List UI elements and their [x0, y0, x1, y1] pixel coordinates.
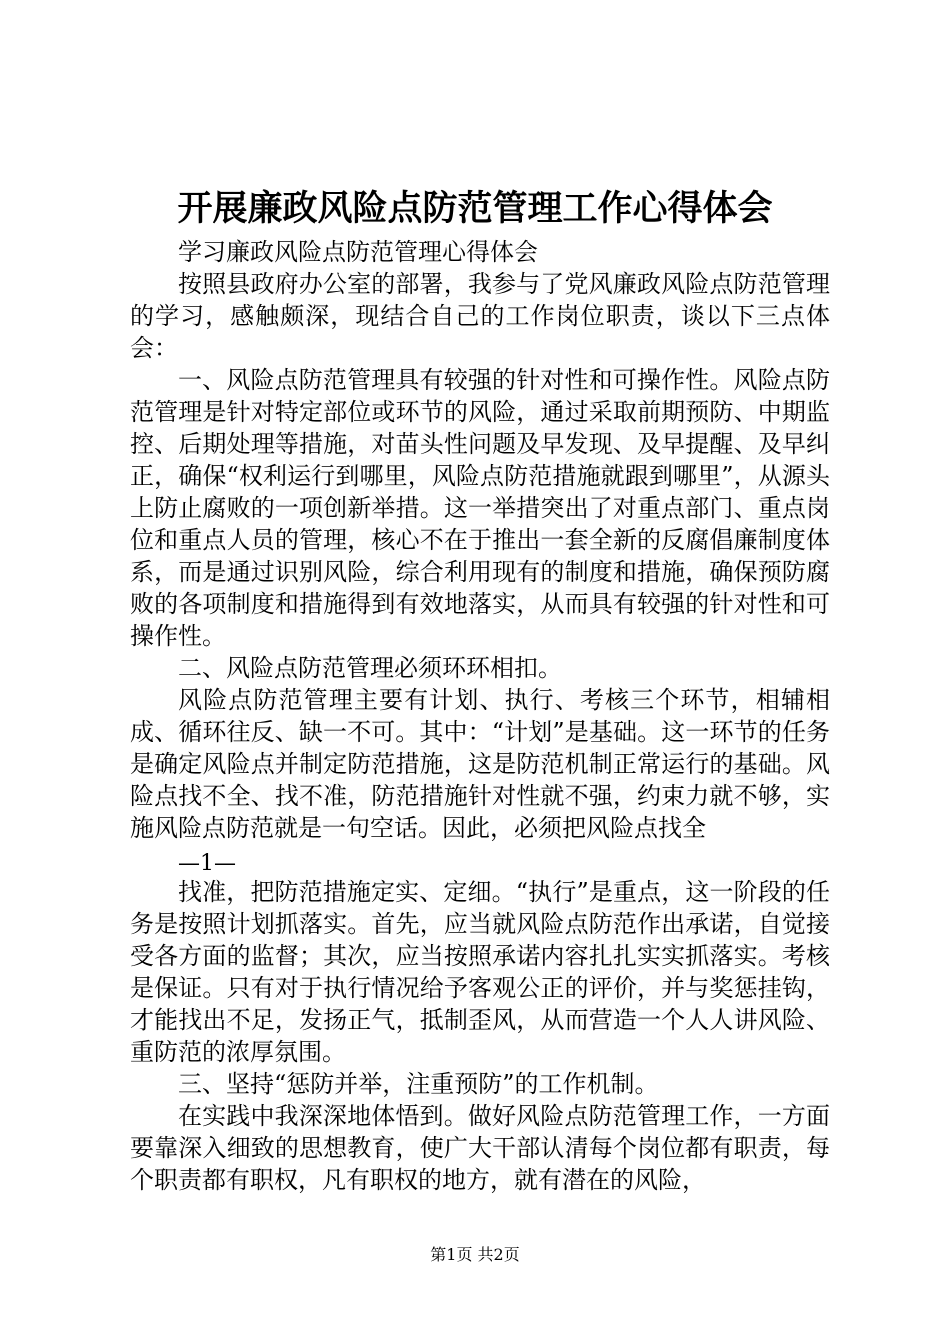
- paragraph-point-two-heading: 二、风险点防范管理必须环环相扣。: [178, 654, 562, 682]
- page-marker: —1—: [178, 851, 236, 876]
- page-footer: 第1页 共2页: [430, 1245, 520, 1264]
- paragraph-subtitle: 学习廉政风险点防范管理心得体会: [178, 238, 538, 266]
- document-body-part2: [130, 876, 830, 1196]
- paragraph-point-three-body: 在实践中我深深地体悟到。做好风险点防范管理工作，一方面要靠深入细致的思想教育，使广大干部认清每个岗位都有职责，每个职责都有职权，凡有职权的地方，就有潜在的风险，: [130, 1102, 830, 1194]
- document-title: 开展廉政风险点防范管理工作心得体会: [177, 188, 773, 229]
- paragraph-intro: 按照县政府办公室的部署，我参与了党风廉政风险点防范管理的学习，感触颇深，现结合自己的工作岗位职责，谈以下三点体会：: [130, 270, 830, 362]
- document-body-part1: [130, 236, 830, 844]
- paragraph-point-three-heading: 三、坚持“惩防并举，注重预防”的工作机制。: [178, 1070, 659, 1098]
- paragraph-point-one: 一、风险点防范管理具有较强的针对性和可操作性。风险点防范管理是针对特定部位或环节的风险，通过采取前期预防、中期监控、后期处理等措施，对苗头性问题及早发现、及早提醒、及早纠正，确保“权利运行到哪里，风险点防范措施就跟到哪里”，从源头上防止腐败的一项创新举措。这一举措突出了对重点部门、重点岗位和重点人员的管理，核心不在于推出一套全新的反腐倡廉制度体系，而是通过识别风险，综合利用现有的制度和措施，确保预防腐败的各项制度和措施得到有效地落实，从而具有较强的针对性和可操作性。: [130, 366, 830, 650]
- paragraph-continuation: 找准，把防范措施定实、定细。“执行”是重点，这一阶段的任务是按照计划抓落实。首先，应当就风险点防范作出承诺，自觉接受各方面的监督；其次，应当按照承诺内容扎扎实实抓落实。考核是保证。只有对于执行情况给予客观公正的评价，并与奖惩挂钩，才能找出不足，发扬正气，抵制歪风，从而营造一个人人讲风险、重防范的浓厚氛围。: [130, 878, 830, 1066]
- paragraph-point-two-body: 风险点防范管理主要有计划、执行、考核三个环节，相辅相成、循环往反、缺一不可。其中：“计划”是基础。这一环节的任务是确定风险点并制定防范措施，这是防范机制正常运行的基础。风险点找不全、找不准，防范措施针对性就不强，约束力就不够，实施风险点防范就是一句空话。因此，必须把风险点找全: [130, 686, 830, 842]
